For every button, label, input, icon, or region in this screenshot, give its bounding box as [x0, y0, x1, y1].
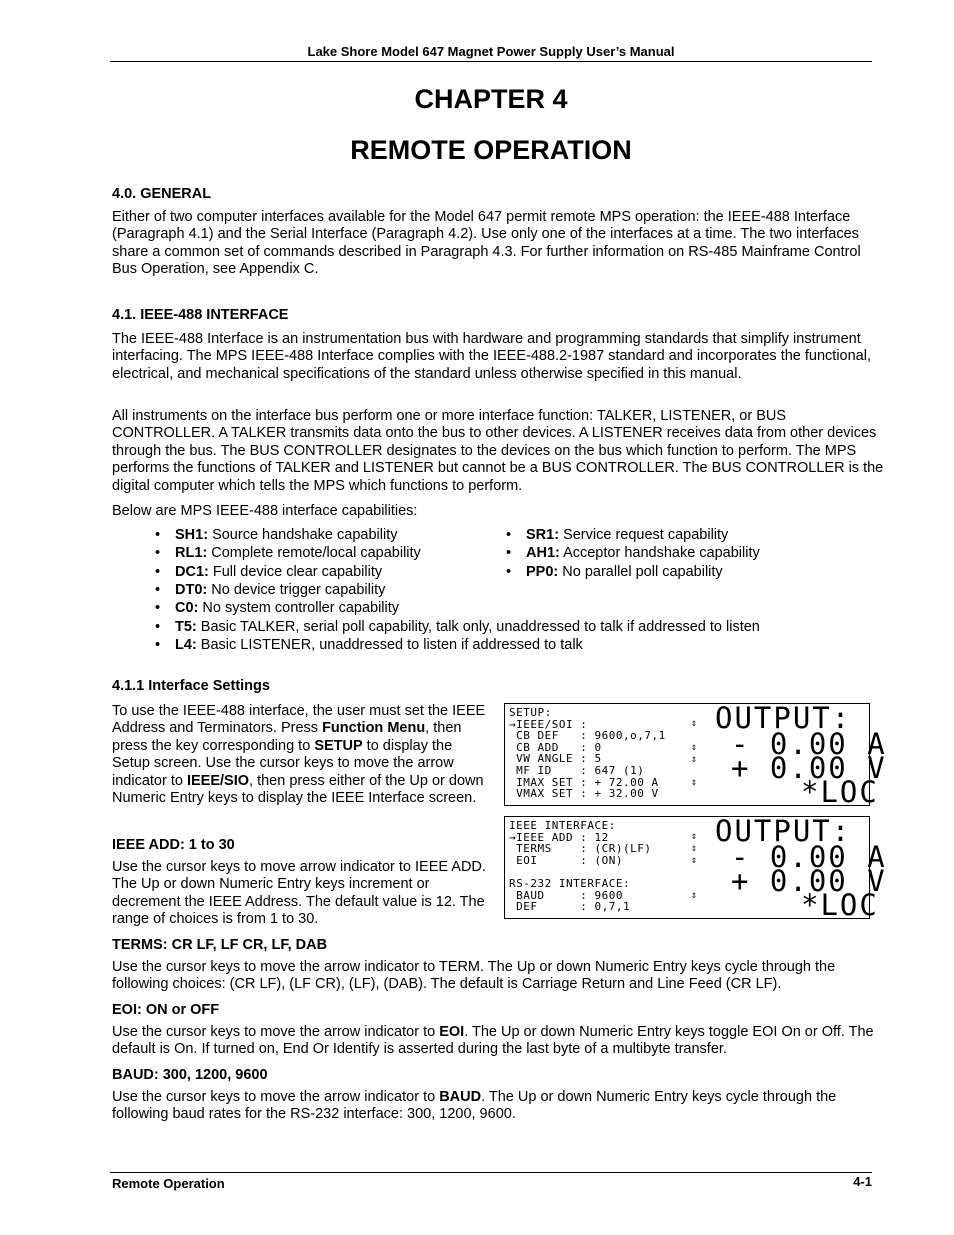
- bullet-icon: •: [155, 581, 161, 598]
- capability-item: [155, 563, 383, 581]
- header-rule: [110, 61, 872, 62]
- capability-description: Basic LISTENER, unaddressed to listen if addressed to talk: [196, 636, 583, 653]
- output-current: - 0.00 A: [731, 840, 887, 874]
- up-down-arrow-icon: ⇕: [691, 777, 698, 788]
- capability-code: AH1:: [526, 545, 560, 562]
- display-line: IMAX SET : + 72.00 A: [509, 775, 659, 789]
- capability-description: Acceptor handshake capability: [559, 545, 760, 562]
- bullet-icon: •: [155, 600, 161, 617]
- capability-item: [155, 636, 583, 654]
- bold-term: SETUP: [314, 737, 363, 754]
- bullet-icon: •: [506, 563, 512, 580]
- bullet-icon: •: [155, 618, 161, 635]
- up-down-arrow-icon: ⇕: [691, 890, 698, 901]
- bold-term: EOI: [439, 1024, 465, 1040]
- capability-code: DC1:: [175, 563, 209, 580]
- up-down-arrow-icon: ⇕: [691, 831, 698, 842]
- up-down-arrow-icon: ⇕: [691, 742, 698, 753]
- display-line: MF ID : 647 (1): [509, 763, 645, 777]
- text-run: . The Up or down Numeric Entry keys toggle EOI On or Off. The default is On. If turned on, End Or Identify is asserted during the last byte of a multibyte transfer.: [112, 1024, 874, 1058]
- footer-rule: [110, 1172, 872, 1173]
- baud-paragraph: [112, 1089, 884, 1124]
- capability-code: C0:: [175, 600, 199, 617]
- ieee-interface-display-text: [509, 820, 651, 913]
- ieee-paragraph-1: The IEEE-488 Interface is an instrumentation bus with hardware and programming standards that simplify instrument interfacing. The MPS IEEE-488 Interface complies with the IEEE-488.2-1987 standard and incorporates the functional, electrical, and mechanical specifications of the standard unless otherwise specified in this manual.: [112, 331, 871, 382]
- display-line: TERMS : (CR)(LF): [509, 842, 652, 856]
- capability-item: [155, 544, 421, 562]
- text-run: Use the cursor keys to move the arrow indicator to: [112, 1024, 440, 1040]
- setup-display: [504, 701, 887, 809]
- eoi-heading: EOI: ON or OFF: [112, 1002, 220, 1018]
- bullet-icon: •: [506, 527, 512, 543]
- bullet-icon: •: [155, 563, 161, 580]
- local-mode-indicator: *LOC: [801, 888, 879, 922]
- terms-paragraph: Use the cursor keys to move the arrow indicator to TERM. The Up or down Numeric Entry keys cycle through the following choices: (CR LF), (LF CR), (LF), (DAB). The default is Carriage Return and Line Feed (CR LF).: [112, 959, 836, 993]
- capability-item: [155, 618, 760, 636]
- output-voltage: + 0.00 V: [731, 864, 887, 898]
- bullet-icon: •: [155, 636, 161, 653]
- capability-item: [506, 526, 729, 544]
- section-heading-ieee488: 4.1. IEEE-488 INTERFACE: [112, 307, 289, 323]
- running-header: Lake Shore Model 647 Magnet Power Supply User’s Manual: [307, 44, 675, 59]
- up-down-arrow-icon: ⇕: [691, 718, 698, 729]
- ieee-add-paragraph: Use the cursor keys to move arrow indicator to IEEE ADD. The Up or down Numeric Entry keys increment or decrement the IEEE Address. The default value is 12. The range of choices is from 1 to 30.: [112, 859, 486, 928]
- display-line: SETUP:: [509, 706, 552, 719]
- capability-description: Basic TALKER, serial poll capability, talk only, unaddressed to talk if addressed to listen: [196, 618, 760, 635]
- eoi-paragraph: [112, 1024, 884, 1059]
- capability-item: [155, 599, 400, 617]
- bold-term: IEEE/SIO: [186, 772, 250, 789]
- text-run: To use the IEEE-488 interface, the user must set the IEEE Address and Terminators. Press: [112, 703, 486, 737]
- capability-description: No system controller capability: [198, 600, 400, 617]
- text-run: , then press the key corresponding to: [112, 720, 462, 754]
- output-label: OUTPUT:: [715, 814, 852, 848]
- display-line: EOI : (ON): [509, 853, 623, 867]
- display-line: VW ANGLE : 5: [509, 752, 602, 766]
- capability-item: [506, 563, 723, 581]
- bullet-icon: •: [155, 527, 161, 543]
- display-line: IEEE INTERFACE:: [509, 819, 616, 832]
- chapter-number: CHAPTER 4: [414, 84, 568, 114]
- display-line: CB DEF : 9600,o,7,1: [509, 729, 666, 743]
- bold-term: BAUD: [439, 1089, 482, 1105]
- section-heading-general: 4.0. GENERAL: [112, 186, 212, 202]
- display-line: →IEEE ADD : 12: [509, 830, 609, 844]
- local-mode-indicator: *LOC: [801, 775, 879, 809]
- capability-description: Complete remote/local capability: [207, 545, 421, 562]
- display-line: CB ADD : 0: [509, 740, 602, 754]
- text-run: , then press either of the Up or down Numeric Entry keys to display the IEEE Interface screen.: [112, 772, 484, 807]
- capability-code: T5:: [175, 618, 197, 635]
- output-voltage: + 0.00 V: [731, 751, 887, 785]
- bold-term: Function Menu: [322, 720, 426, 737]
- display-line: DEF : 0,7,1: [509, 900, 631, 914]
- footer-section-name: Remote Operation: [112, 1176, 225, 1191]
- capability-item: [155, 581, 386, 599]
- capability-description: Source handshake capability: [208, 527, 398, 543]
- bullet-icon: •: [506, 545, 512, 562]
- output-label: OUTPUT:: [715, 701, 852, 735]
- capability-code: DT0:: [175, 581, 208, 598]
- capability-description: Full device clear capability: [208, 563, 383, 580]
- capability-description: Service request capability: [559, 527, 729, 543]
- ieee-interface-display: [504, 814, 887, 922]
- output-current: - 0.00 A: [731, 727, 887, 761]
- capability-item: [506, 544, 760, 562]
- setup-display-text: [509, 707, 666, 800]
- bullet-icon: •: [155, 545, 161, 562]
- interface-settings-paragraph: [112, 703, 492, 807]
- ieee-paragraph-2: All instruments on the interface bus perform one or more interface function: TALKER, LISTENER, or BUS CONTROLLER. A TALKER transmits data onto the bus to other devices. A LISTENER receives data from other devices through the bus. The BUS CONTROLLER designates to the devices on the bus which function to perform. The MPS performs the functions of TALKER and LISTENER but cannot be a BUS CONTROLLER. The BUS CONTROLLER is the digital computer which tells the MPS which functions to perform.: [112, 408, 884, 494]
- up-down-arrow-icon: ⇕: [691, 754, 698, 765]
- capability-code: PP0:: [526, 563, 559, 580]
- ieee-paragraph-3: Below are MPS IEEE-488 interface capabilities:: [112, 503, 418, 519]
- display-line: VMAX SET : + 32.00 V: [509, 787, 659, 801]
- text-run: Use the cursor keys to move the arrow indicator to: [112, 1089, 440, 1105]
- capability-code: L4:: [175, 636, 197, 653]
- terms-heading: TERMS: CR LF, LF CR, LF, DAB: [112, 937, 328, 953]
- chapter-title: REMOTE OPERATION: [350, 135, 632, 165]
- capability-item: [155, 526, 398, 544]
- capability-code: SH1:: [175, 527, 209, 543]
- display-line: →IEEE/SOI :: [509, 717, 588, 731]
- subsection-heading-interface-settings: 4.1.1 Interface Settings: [112, 678, 270, 694]
- display-line: BAUD : 9600: [509, 888, 623, 902]
- page-number: 4-1: [853, 1174, 872, 1189]
- capability-description: No parallel poll capability: [558, 563, 723, 580]
- general-paragraph: Either of two computer interfaces available for the Model 647 permit remote MPS operation: the IEEE-488 Interface (Paragraph 4.1) and the Serial Interface (Paragraph 4.2). Use only one of the interfaces at a time. The two interfaces share a common set of commands described in Paragraph 4.3. For further information on RS-485 Mainframe Control Bus Operation, see Appendix C.: [112, 209, 861, 278]
- capability-code: RL1:: [175, 545, 208, 562]
- capability-code: SR1:: [526, 527, 560, 543]
- baud-heading: BAUD: 300, 1200, 9600: [112, 1067, 268, 1083]
- up-down-arrow-icon: ⇕: [691, 855, 698, 866]
- capability-description: No device trigger capability: [207, 581, 386, 598]
- text-run: . The Up or down Numeric Entry keys cycle through the following baud rates for the RS-232 interface: 300, 1200, 9600.: [112, 1089, 837, 1123]
- display-line: RS-232 INTERFACE:: [509, 876, 631, 890]
- text-run: to display the Setup screen. Use the cursor keys to move the arrow indicator to: [112, 737, 454, 789]
- up-down-arrow-icon: ⇕: [691, 843, 698, 854]
- ieee-add-heading: IEEE ADD: 1 to 30: [112, 837, 235, 853]
